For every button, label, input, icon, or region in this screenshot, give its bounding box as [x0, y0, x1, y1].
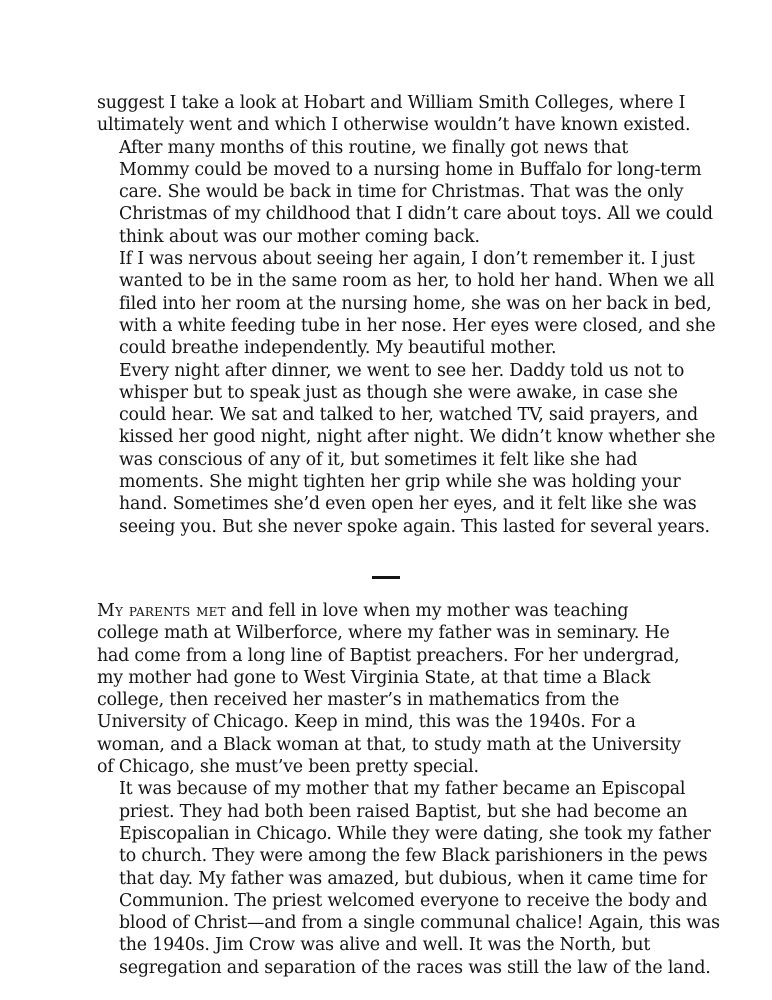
text-line: that day. My father was amazed, but dubious, when it came time for — [119, 868, 708, 889]
text-line: whisper but to speak just as though she were awake, in case she — [119, 382, 678, 403]
text-line — [97, 600, 677, 622]
book-page — [97, 92, 720, 979]
text-line: to church. They were among the few Black parishioners in the pews — [119, 846, 708, 867]
text-line: filed into her room at the nursing home, she was on her back in bed, — [119, 293, 712, 314]
text-line: of Chicago, she must’ve been pretty special. — [97, 757, 479, 778]
text-line: college, then received her master’s in mathematics from the — [97, 690, 620, 711]
text-line: wanted to be in the same room as her, to hold her hand. When we all — [119, 271, 715, 292]
section-break-dash — [372, 576, 400, 579]
text-line: woman, and a Black woman at that, to study math at the University — [97, 734, 681, 755]
section-first-line-rest: and fell in love when my mother was teaching — [225, 600, 629, 621]
text-line: moments. She might tighten her grip while she was holding your — [119, 472, 681, 493]
paragraph-5 — [97, 600, 681, 778]
text-line: college math at Wilberforce, where my father was in seminary. He — [97, 623, 670, 644]
section-lead-in: My parents met — [97, 600, 226, 621]
text-line: priest. They had both been raised Baptist, but she had become an — [119, 801, 688, 822]
text-line: It was because of my mother that my father became an Episcopal — [119, 779, 686, 800]
text-line: think about was our mother coming back. — [119, 226, 480, 247]
text-line: seeing you. But she never spoke again. This lasted for several years. — [119, 516, 710, 537]
section-break — [97, 538, 677, 600]
text-line: kissed her good night, night after night. We didn’t know whether she — [119, 427, 716, 448]
text-line: care. She would be back in time for Christmas. That was the only — [119, 182, 684, 203]
text-line: could breathe independently. My beautiful mother. — [119, 338, 557, 359]
text-line: After many months of this routine, we finally got news that — [119, 137, 629, 158]
text-line: was conscious of any of it, but sometimes it felt like she had — [119, 449, 638, 470]
text-line: If I was nervous about seeing her again, I don’t remember it. I just — [119, 249, 695, 270]
text-line: had come from a long line of Baptist preachers. For her undergrad, — [97, 645, 680, 666]
text-line: Communion. The priest welcomed everyone to receive the body and — [119, 890, 708, 911]
text-line: segregation and separation of the races was still the law of the land. — [119, 957, 711, 978]
text-line: hand. Sometimes she’d even open her eyes, and it felt like she was — [119, 494, 697, 515]
text-line: University of Chicago. Keep in mind, this was the 1940s. For a — [97, 712, 636, 733]
text-line: suggest I take a look at Hobart and William Smith Colleges, where I — [97, 93, 686, 113]
paragraph-4 — [97, 360, 716, 538]
text-line: Episcopalian in Chicago. While they were dating, she took my father — [119, 823, 711, 844]
paragraph-6 — [97, 778, 720, 979]
text-line: with a white feeding tube in her nose. Her eyes were closed, and she — [119, 315, 716, 336]
text-line: the 1940s. Jim Crow was alive and well. It was the North, but — [119, 935, 651, 956]
text-line: blood of Christ—and from a single communal chalice! Again, this was — [119, 913, 720, 934]
text-line: Every night after dinner, we went to see her. Daddy told us not to — [119, 360, 685, 381]
text-line: Mommy could be moved to a nursing home in Buffalo for long-term — [119, 159, 702, 180]
paragraph-3 — [97, 248, 716, 359]
paragraph-2 — [97, 137, 713, 248]
text-line: ultimately went and which I otherwise wouldn’t have known existed. — [97, 115, 691, 136]
text-line: my mother had gone to West Virginia State, at that time a Black — [97, 667, 651, 688]
paragraph-1 — [97, 92, 691, 137]
text-line: Christmas of my childhood that I didn’t care about toys. All we could — [119, 204, 713, 225]
text-line: could hear. We sat and talked to her, watched TV, said prayers, and — [119, 405, 698, 426]
